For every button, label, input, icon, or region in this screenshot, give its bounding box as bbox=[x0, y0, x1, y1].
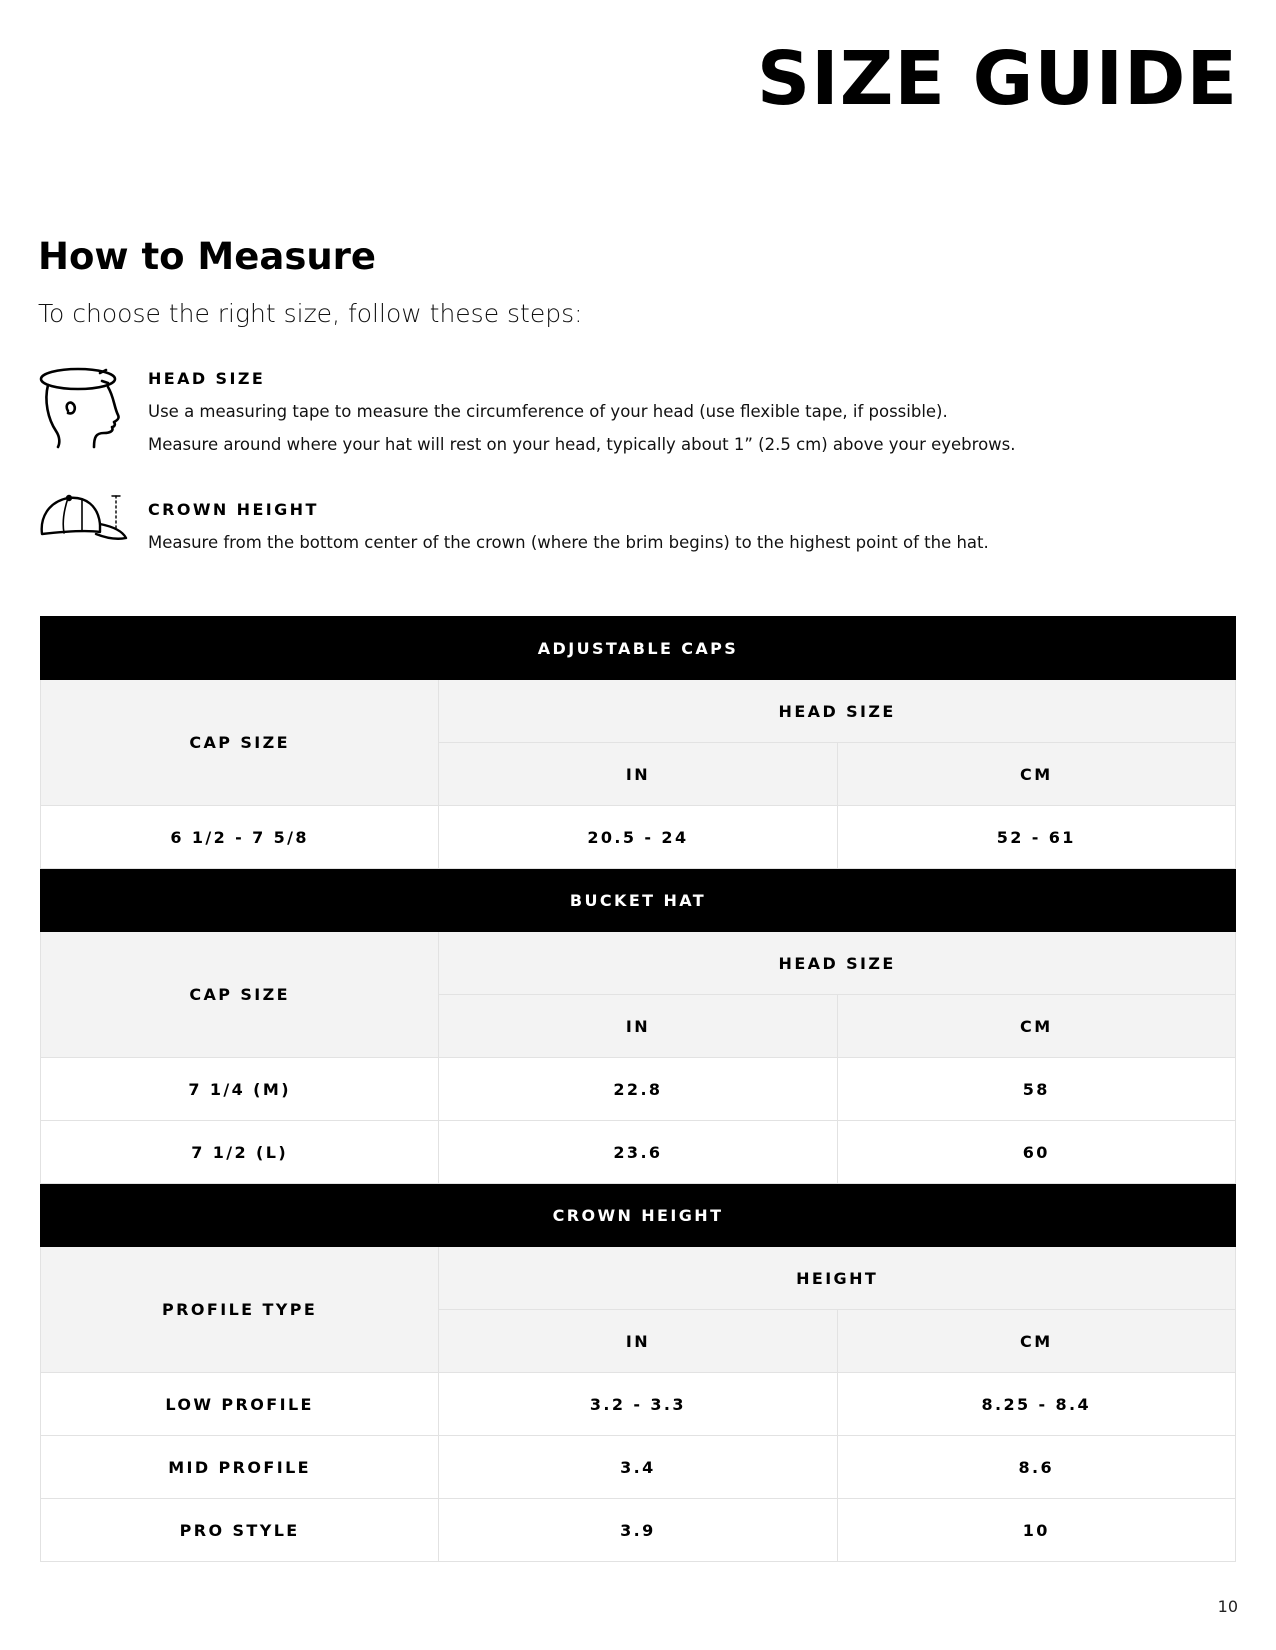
table-cell: 58 bbox=[837, 1058, 1235, 1121]
table-cell: 7 1/2 (L) bbox=[41, 1121, 439, 1184]
table-cell: PRO STYLE bbox=[41, 1499, 439, 1562]
size-table-body bbox=[41, 617, 1236, 1562]
unit-header: CM bbox=[837, 995, 1235, 1058]
unit-header: CM bbox=[837, 1310, 1235, 1373]
table-header-row bbox=[41, 932, 1236, 995]
step-title-head-size: HEAD SIZE bbox=[148, 369, 266, 388]
column-group-header: HEAD SIZE bbox=[439, 680, 1236, 743]
page-title: SIZE GUIDE bbox=[756, 36, 1238, 122]
table-band-title: CROWN HEIGHT bbox=[41, 1184, 1236, 1247]
table-band-row bbox=[41, 617, 1236, 680]
table-cell: 3.4 bbox=[439, 1436, 837, 1499]
table-cell: 3.2 - 3.3 bbox=[439, 1373, 837, 1436]
intro-text: To choose the right size, follow these steps: bbox=[38, 299, 583, 328]
table-row bbox=[41, 1373, 1236, 1436]
unit-header: IN bbox=[439, 1310, 837, 1373]
table-cell: 6 1/2 - 7 5/8 bbox=[41, 806, 439, 869]
table-cell: MID PROFILE bbox=[41, 1436, 439, 1499]
column-group-header: HEAD SIZE bbox=[439, 932, 1236, 995]
table-cell: 23.6 bbox=[439, 1121, 837, 1184]
table-band-title: BUCKET HAT bbox=[41, 869, 1236, 932]
head-measure-icon bbox=[38, 361, 124, 453]
table-cell: 3.9 bbox=[439, 1499, 837, 1562]
column-header: PROFILE TYPE bbox=[41, 1247, 439, 1373]
step-text: Use a measuring tape to measure the circumference of your head (use flexible tape, if possible). bbox=[148, 402, 948, 421]
unit-header: IN bbox=[439, 995, 837, 1058]
table-row bbox=[41, 1058, 1236, 1121]
table-cell: 20.5 - 24 bbox=[439, 806, 837, 869]
table-row bbox=[41, 1121, 1236, 1184]
table-cell: 52 - 61 bbox=[837, 806, 1235, 869]
table-header-row bbox=[41, 680, 1236, 743]
column-header: CAP SIZE bbox=[41, 680, 439, 806]
table-cell: 60 bbox=[837, 1121, 1235, 1184]
table-band-row bbox=[41, 869, 1236, 932]
table-cell: LOW PROFILE bbox=[41, 1373, 439, 1436]
table-cell: 10 bbox=[837, 1499, 1235, 1562]
table-row bbox=[41, 806, 1236, 869]
table-row bbox=[41, 1436, 1236, 1499]
column-group-header: HEIGHT bbox=[439, 1247, 1236, 1310]
section-heading: How to Measure bbox=[38, 235, 377, 278]
step-text: Measure from the bottom center of the crown (where the brim begins) to the highest point of the hat. bbox=[148, 533, 989, 552]
step-text: Measure around where your hat will rest on your head, typically about 1” (2.5 cm) above your eyebrows. bbox=[148, 434, 1016, 454]
column-header: CAP SIZE bbox=[41, 932, 439, 1058]
table-header-row bbox=[41, 1247, 1236, 1310]
unit-header: IN bbox=[439, 743, 837, 806]
table-cell: 8.25 - 8.4 bbox=[837, 1373, 1235, 1436]
table-band-row bbox=[41, 1184, 1236, 1247]
size-table bbox=[40, 616, 1236, 1562]
step-title-crown-height: CROWN HEIGHT bbox=[148, 500, 319, 519]
unit-header: CM bbox=[837, 743, 1235, 806]
page-number: 10 bbox=[1217, 1597, 1238, 1616]
table-cell: 8.6 bbox=[837, 1436, 1235, 1499]
table-band-title: ADJUSTABLE CAPS bbox=[41, 617, 1236, 680]
cap-icon bbox=[38, 490, 128, 554]
table-row bbox=[41, 1499, 1236, 1562]
table-cell: 22.8 bbox=[439, 1058, 837, 1121]
table-cell: 7 1/4 (M) bbox=[41, 1058, 439, 1121]
